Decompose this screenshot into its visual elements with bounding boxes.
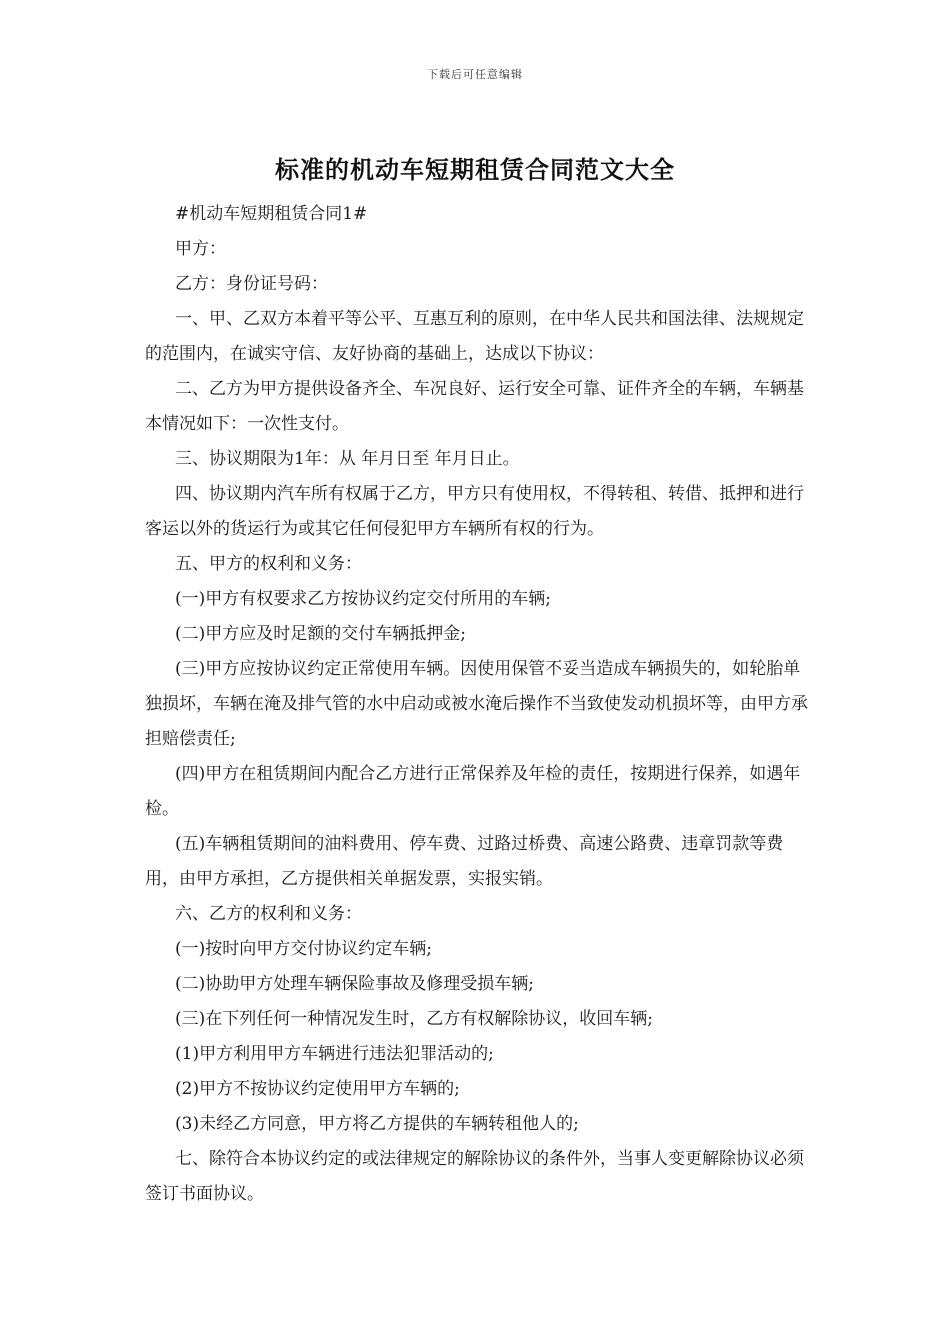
paragraph-clause-6-item-2: (二)协助甲方处理车辆保险事故及修理受损车辆; — [175, 974, 534, 994]
paragraph-clause-7: 七、除符合本协议约定的或法律规定的解除协议的条件外，当事人变更解除协议必须签订书面协议。 — [145, 1149, 804, 1204]
paragraph-clause-5: 五、甲方的权利和义务： — [175, 554, 362, 574]
paragraph-clause-6-sub-3: (3)未经乙方同意，甲方将乙方提供的车辆转租他人的; — [175, 1114, 579, 1134]
paragraph-clause-6-sub-1: (1)甲方利用甲方车辆进行违法犯罪活动的; — [175, 1044, 494, 1064]
paragraph-clause-3: 三、协议期限为1年：从 年月日至 年月日止。 — [175, 449, 520, 469]
paragraph-clause-5-item-1: (一)甲方有权要求乙方按协议约定交付所用的车辆; — [175, 589, 551, 609]
document-title: 标准的机动车短期租赁合同范文大全 — [275, 155, 675, 184]
paragraph-clause-5-item-5: (五)车辆租赁期间的油料费用、停车费、过路过桥费、高速公路费、违章罚款等费用，由甲方承担，乙方提供相关单据发票，实报实销。 — [145, 834, 784, 889]
paragraph-clause-5-item-3: (三)甲方应按协议约定正常使用车辆。因使用保管不妥当造成车辆损失的，如轮胎单独损坏，车辆在淹及排气管的水中启动或被水淹后操作不当致使发动机损坏等，由甲方承担赔偿责任; — [145, 659, 808, 749]
paragraph-clause-4: 四、协议期内汽车所有权属于乙方，甲方只有使用权，不得转租、转借、抵押和进行客运以外的货运行为或其它任何侵犯甲方车辆所有权的行为。 — [145, 484, 804, 539]
paragraph-clause-6: 六、乙方的权利和义务： — [175, 904, 362, 924]
paragraph-clause-1: 一、甲、乙双方本着平等公平、互惠互利的原则，在中华人民共和国法律、法规规定的范围内，在诚实守信、友好协商的基础上，达成以下协议： — [145, 309, 804, 364]
paragraph-clause-6-item-3: (三)在下列任何一种情况发生时，乙方有权解除协议，收回车辆; — [175, 1009, 653, 1029]
paragraph-clause-6-sub-2: (2)甲方不按协议约定使用甲方车辆的; — [175, 1079, 460, 1099]
paragraph-clause-6-item-1: (一)按时向甲方交付协议约定车辆; — [175, 939, 432, 959]
paragraph-clause-2: 二、乙方为甲方提供设备齐全、车况良好、运行安全可靠、证件齐全的车辆，车辆基本情况如下：一次性支付。 — [145, 379, 804, 434]
paragraph-contract-label: #机动车短期租赁合同1# — [175, 204, 368, 224]
paragraph-party-a: 甲方： — [175, 239, 226, 259]
paragraph-clause-5-item-4: (四)甲方在租赁期间内配合乙方进行正常保养及年检的责任，按期进行保养，如遇年检。 — [145, 764, 801, 819]
page-header-note: 下载后可任意编辑 — [427, 68, 523, 81]
paragraph-clause-5-item-2: (二)甲方应及时足额的交付车辆抵押金; — [175, 624, 466, 644]
paragraph-party-b: 乙方：身份证号码： — [175, 274, 328, 294]
document-body — [145, 197, 817, 1212]
